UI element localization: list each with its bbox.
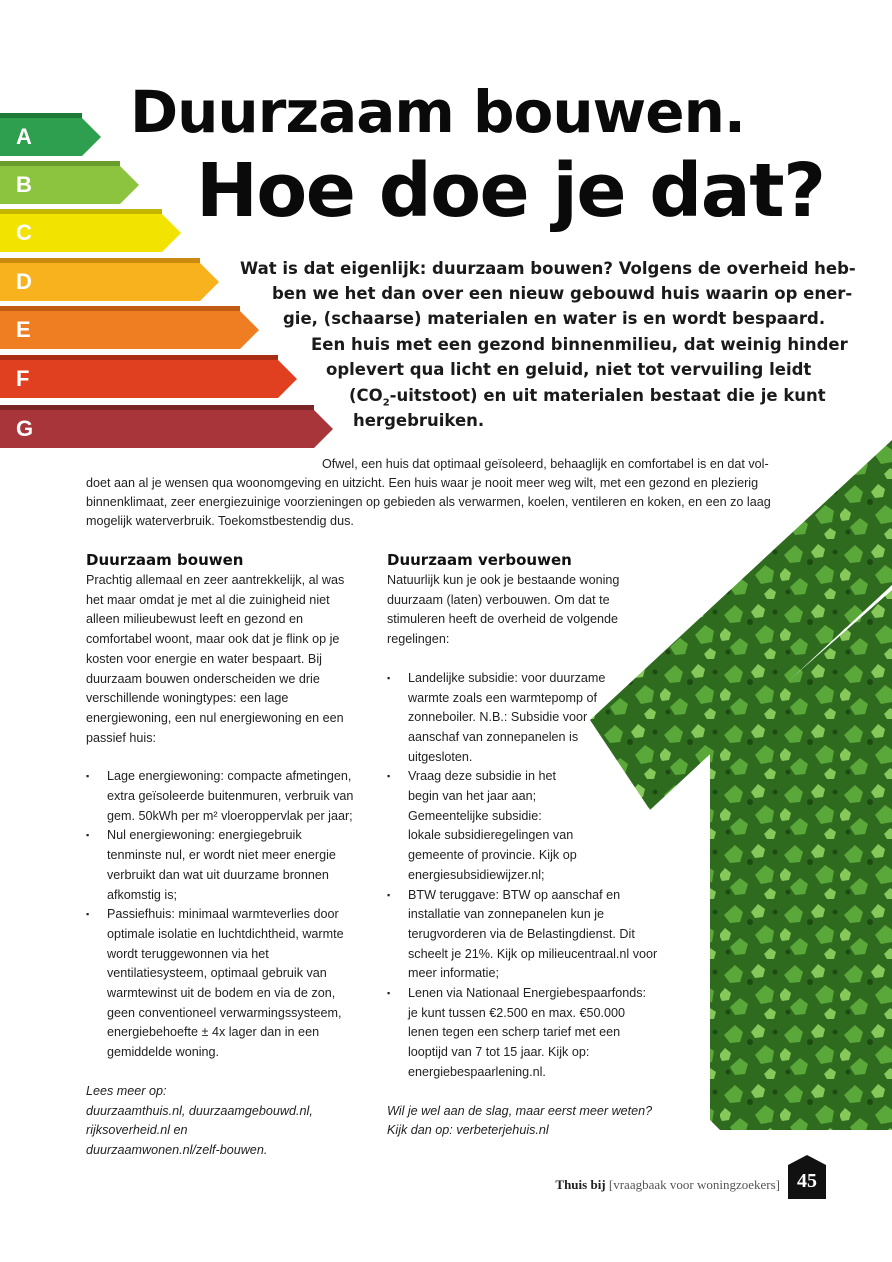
right-column-paragraph: Natuurlijk kun je ook je bestaande woning duurzaam (laten) verbouwen. Om dat te stimuleren heeft de overheid de volgende regelingen: (387, 573, 620, 647)
energy-class-b (0, 166, 120, 204)
energy-class-letter: B (16, 172, 32, 197)
left-column (86, 550, 358, 1161)
read-more-link: duurzaamwonen.nl/zelf-bouwen. (86, 1142, 268, 1157)
lead-line: Een huis met een gezond binnenmilieu, dat weinig hinder (311, 335, 848, 354)
page-title-line1: Duurzaam bouwen. (130, 78, 745, 146)
co2-prefix: (CO (349, 386, 383, 405)
right-column-heading: Duurzaam verbouwen (387, 551, 572, 569)
page-title-line2: Hoe doe je dat? (196, 148, 825, 234)
energy-class-e (0, 311, 240, 349)
right-column (387, 550, 665, 1141)
left-column-heading: Duurzaam bouwen (86, 551, 244, 569)
co2-subscript: 2 (382, 397, 390, 409)
page-number-badge (788, 1155, 826, 1199)
list-item: ▪ Lage energiewoning: compacte afmetingen, extra geïsoleerde buitenmuren, verbruik van gem. 50kWh per m² vloeroppervlak per jaar; (86, 767, 358, 826)
energy-class-letter: F (16, 366, 30, 391)
lead-line: hergebruiken. (353, 411, 485, 430)
energy-class-letter: E (16, 317, 31, 342)
list-item: ▪ Vraag deze subsidie in het begin van het jaar aan; Gemeentelijke subsidie: lokale subsidieregelingen van gemeente of provincie. Kijk op energiesubsidiewijzer.nl; (387, 767, 577, 885)
intro-rest: doet aan al je wensen qua woonomgeving en uitzicht. Een huis waar je nooit meer weg wilt, met een gezond en plezierig binnenklimaat, zeer energiezuinige voorzieningen op gebieden als verwarmen, koelen, ventileren en koken, en een zo laag mogelijk waterverbruik. Toekomstbestendig dus. (86, 476, 771, 528)
footer-subtitle: [vraagbaak voor woningzoekers] (608, 1177, 780, 1192)
energy-class-a (0, 118, 82, 156)
energy-class-letter: D (16, 269, 32, 294)
energy-class-letter: C (16, 220, 32, 245)
read-more (86, 1082, 358, 1161)
intro-first-line: Ofwel, een huis dat optimaal geïsoleerd, behaaglijk en comfortabel is en dat vol- (322, 457, 769, 471)
list-item: ▪ Passiefhuis: minimaal warmteverlies door optimale isolatie en luchtdichtheid, warmte wordt teruggewonnen via het ventilatiesysteem, optimaal gebruik van warmtewinst uit de bodem en via de zon, geen conventioneel verwarmingssysteem, energiebehoefte ± 4x lager dan in een gemiddelde woning. (86, 905, 358, 1063)
lead-line: ben we het dan over een nieuw gebouwd huis waarin op ener- (272, 284, 853, 303)
list-item: ▪ Landelijke subsidie: voor duurzame warmte zoals een warmtepomp of zonneboiler. N.B.: Subsidie voor aanschaf van zonnepanelen is uitgesloten. (387, 669, 617, 768)
co2-suffix: -uitstoot) en uit materialen bestaat die je kunt (389, 386, 826, 405)
right-column-list (387, 669, 658, 1083)
lead-line: Wat is dat eigenlijk: duurzaam bouwen? Volgens de overheid heb- (240, 259, 856, 278)
page-number: 45 (797, 1170, 817, 1192)
energy-class-letter: G (16, 416, 34, 441)
closing-note: Wil je wel aan de slag, maar eerst meer weten? Kijk dan op: verbeterjehuis.nl (387, 1103, 653, 1138)
list-item: ▪ Nul energiewoning: energiegebruik tenminste nul, er wordt niet meer energie verbruikt dan wat uit duurzame bronnen afkomstig is; (86, 826, 358, 905)
read-more-link: rijksoverheid.nl en (86, 1123, 188, 1138)
left-column-paragraph: Prachtig allemaal en zeer aantrekkelijk, al was het maar omdat je met al die zuinigheid niet alleen milieubewust leeft en gezond en comfortabel woont, maar ook dat je flink op je kosten voor energie en water bespaart. Bij duurzaam bouwen onderscheiden we drie verschillende woningtypes: een lage energiewoning, een nul energiewoning en een passief huis: (86, 573, 345, 745)
lead-line: gie, (schaarse) materialen en water is en wordt bespaard. (283, 309, 826, 328)
energy-class-d (0, 263, 200, 301)
intro-paragraph (86, 455, 776, 531)
list-item: ▪ Lenen via Nationaal Energiebespaarfonds: je kunt tussen €2.500 en max. €50.000 lenen tegen een scherp tarief met een looptijd van 7 tot 15 jaar. Kijk op: energiebespaarlening.nl. (387, 984, 657, 1083)
energy-class-letter: A (16, 124, 32, 149)
energy-class-g (0, 410, 314, 448)
read-more-label: Lees meer op: (86, 1083, 167, 1098)
energy-class-c (0, 214, 162, 252)
footer (555, 1177, 780, 1193)
left-column-list (86, 767, 358, 1063)
footer-brand: Thuis bij (555, 1177, 606, 1192)
energy-class-f (0, 360, 278, 398)
lead-line: oplevert qua licht en geluid, niet tot vervuiling leidt (326, 360, 812, 379)
read-more-link: duurzaamthuis.nl, duurzaamgebouwd.nl, (86, 1103, 313, 1118)
list-item: ▪ BTW teruggave: BTW op aanschaf en installatie van zonnepanelen kun je terugvorderen via de Belastingdienst. Dit scheelt je 21%. Kijk op milieucentraal.nl voor meer informatie; (387, 886, 662, 985)
